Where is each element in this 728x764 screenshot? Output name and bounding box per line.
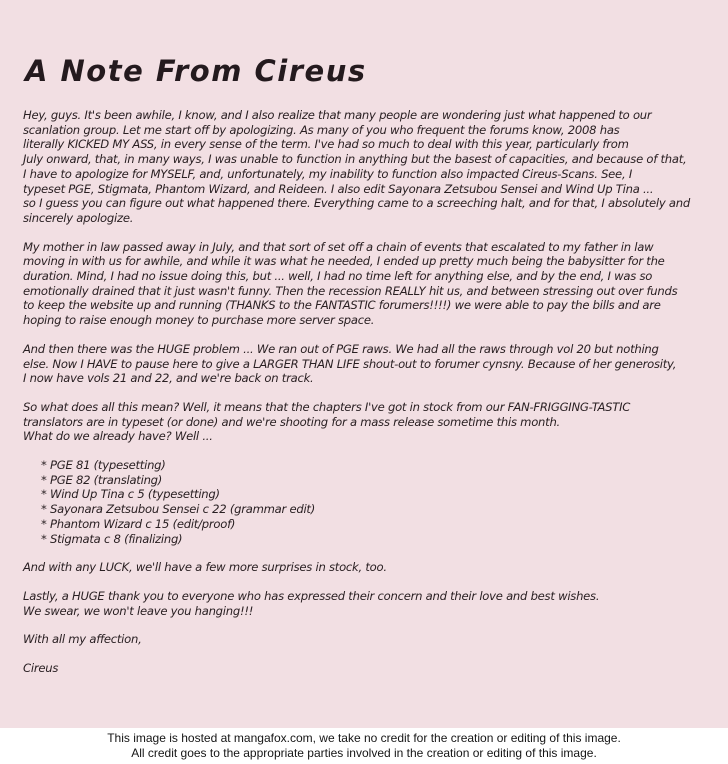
text-line: Lastly, a HUGE thank you to everyone who has expressed their concern and their love and best wishes. bbox=[23, 588, 600, 603]
text-line: literally KICKED MY ASS, in every sense of the term. I've had so much to deal with this year, particularly from bbox=[23, 137, 629, 152]
text-line: We swear, we won't leave you hanging!!! bbox=[23, 603, 254, 618]
text-line: My mother in law passed away in July, and that sort of set off a chain of events that escalated to my father in law bbox=[23, 239, 654, 254]
note-paragraph bbox=[23, 342, 704, 386]
status-list-item: * Wind Up Tina c 5 (typesetting) bbox=[41, 487, 220, 502]
note-paragraph bbox=[23, 400, 704, 444]
text-line: to keep the website up and running (THANKS to the FANTASTIC forumers!!!!) we were able to pay the bills and are bbox=[23, 298, 661, 313]
text-line: July onward, that, in many ways, I was unable to function in anything but the basest of capacities, and because of that, bbox=[23, 152, 687, 167]
status-list-item: * PGE 82 (translating) bbox=[41, 472, 163, 487]
text-line: Cireus bbox=[23, 661, 59, 676]
text-line: translators are in typeset (or done) and we're shooting for a mass release sometime this month. bbox=[23, 414, 560, 429]
status-list-item: * Phantom Wizard c 15 (edit/proof) bbox=[41, 516, 236, 531]
note-paragraph bbox=[23, 108, 704, 226]
note-paragraph bbox=[23, 240, 704, 328]
hosting-disclaimer-line2: All credit goes to the appropriate parties involved in the creation or editing of this image. bbox=[131, 745, 597, 760]
text-line: And with any LUCK, we'll have a few more surprises in stock, too. bbox=[23, 560, 387, 575]
text-line: What do we already have? Well ... bbox=[23, 429, 213, 444]
page-title: A Note From Cireus bbox=[25, 54, 367, 88]
text-line: hoping to raise enough money to purchase more server space. bbox=[23, 313, 375, 328]
hosting-disclaimer-line1: This image is hosted at mangafox.com, we take no credit for the creation or editing of this image. bbox=[107, 731, 621, 745]
status-list-item: * Stigmata c 8 (finalizing) bbox=[41, 531, 183, 546]
text-line: With all my affection, bbox=[23, 632, 142, 647]
text-line: I now have vols 21 and 22, and we're back on track. bbox=[23, 371, 314, 386]
text-line: emotionally drained that it just wasn't funny. Then the recession REALLY hit us, and between stressing out over funds bbox=[23, 283, 678, 298]
text-line: And then there was the HUGE problem ... We ran out of PGE raws. We had all the raws through vol 20 but nothing bbox=[23, 341, 659, 356]
note-body bbox=[23, 108, 704, 676]
text-line: sincerely apologize. bbox=[23, 210, 134, 225]
text-line: moving in with us for awhile, and while it was what he needed, I ended up pretty much being the babysitter for the bbox=[23, 254, 665, 269]
text-line: scanlation group. Let me start off by apologizing. As many of you who frequent the forums know, 2008 has bbox=[23, 122, 620, 137]
text-line: I have to apologize for MYSELF, and, unfortunately, my inability to function also impacted Cireus-Scans. See, I bbox=[23, 166, 632, 181]
text-line: Hey, guys. It's been awhile, I know, and I also realize that many people are wondering just what happened to our bbox=[23, 108, 652, 122]
text-line: typeset PGE, Stigmata, Phantom Wizard, and Reideen. I also edit Sayonara Zetsubou Sensei and Wind Up Tina ... bbox=[23, 181, 654, 196]
note-paragraph bbox=[23, 632, 704, 647]
status-list-item: * Sayonara Zetsubou Sensei c 22 (grammar edit) bbox=[41, 502, 316, 517]
note-paragraph bbox=[23, 560, 704, 575]
hosting-disclaimer bbox=[0, 728, 728, 764]
status-list bbox=[41, 458, 704, 546]
status-list-item: * PGE 81 (typesetting) bbox=[41, 458, 166, 473]
text-line: else. Now I HAVE to pause here to give a LARGER THAN LIFE shout-out to forumer cynsny. Because of her generosity, bbox=[23, 356, 677, 371]
text-line: duration. Mind, I had no issue doing this, but ... well, I had no time left for anything else, and by the end, I was so bbox=[23, 269, 653, 284]
note-paragraph bbox=[23, 589, 704, 618]
note-paragraph bbox=[23, 661, 704, 676]
text-line: So what does all this mean? Well, it means that the chapters I've got in stock from our FAN-FRIGGING-TASTIC bbox=[23, 399, 631, 414]
text-line: so I guess you can figure out what happened there. Everything came to a screeching halt, and for that, I absolutely and bbox=[23, 196, 690, 211]
